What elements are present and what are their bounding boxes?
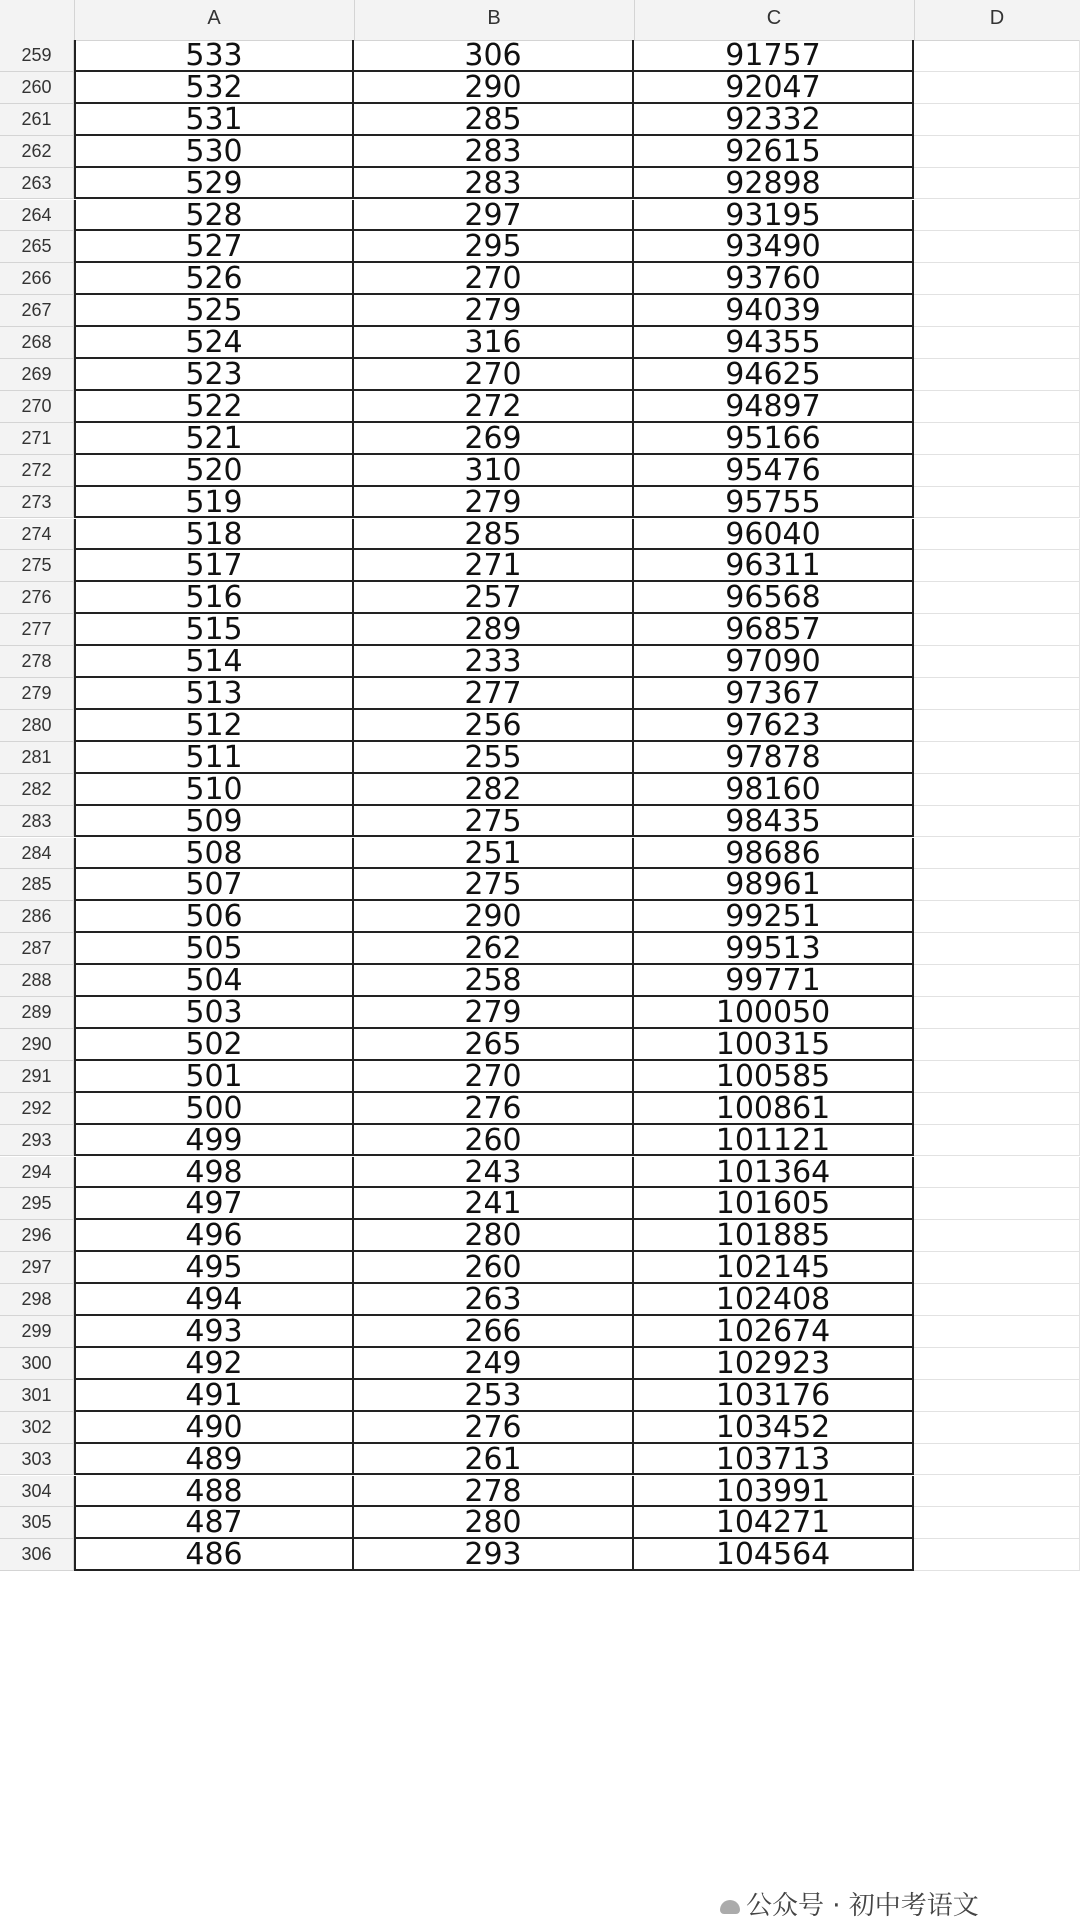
cell-a[interactable]: 496: [74, 1220, 354, 1252]
cell-a[interactable]: 494: [74, 1284, 354, 1316]
table-row: [0, 739, 1080, 775]
cell-c[interactable]: 97878: [634, 742, 914, 774]
cell-a[interactable]: 492: [74, 1348, 354, 1380]
cell-b[interactable]: 258: [354, 965, 634, 997]
table-row: [0, 516, 1080, 552]
cell-c[interactable]: 94355: [634, 327, 914, 359]
cell-b[interactable]: 283: [354, 168, 634, 200]
cell-c[interactable]: 98961: [634, 869, 914, 901]
cell-c[interactable]: 102408: [634, 1284, 914, 1316]
cell-b[interactable]: 255: [354, 742, 634, 774]
table-row: [0, 1122, 1080, 1158]
cell-a[interactable]: 531: [74, 104, 354, 136]
cell-a[interactable]: 518: [74, 519, 354, 551]
cell-c[interactable]: 95166: [634, 423, 914, 455]
table-row: [0, 1220, 1080, 1252]
cell-c[interactable]: 101885: [634, 1220, 914, 1252]
cell-c[interactable]: 102923: [634, 1348, 914, 1380]
row-number[interactable]: 260: [0, 72, 74, 104]
table-row: [0, 997, 1080, 1029]
row-number[interactable]: 279: [0, 678, 74, 710]
row-number[interactable]: 294: [0, 1157, 74, 1189]
cell-d[interactable]: [914, 200, 1080, 232]
cell-d[interactable]: [914, 104, 1080, 136]
cell-b[interactable]: 285: [354, 519, 634, 551]
cell-b[interactable]: 257: [354, 582, 634, 614]
cell-b[interactable]: 289: [354, 614, 634, 646]
cell-a[interactable]: 495: [74, 1252, 354, 1284]
cell-a[interactable]: 521: [74, 423, 354, 455]
cell-a[interactable]: 501: [74, 1061, 354, 1093]
column-header-c[interactable]: C: [634, 0, 915, 40]
cell-a[interactable]: 513: [74, 678, 354, 710]
table-row: [0, 1252, 1080, 1284]
cell-b[interactable]: 290: [354, 901, 634, 933]
cell-b[interactable]: 266: [354, 1316, 634, 1348]
cell-d[interactable]: [914, 263, 1080, 295]
table-row: [0, 69, 1080, 105]
cell-d[interactable]: [914, 40, 1080, 72]
table-row: [0, 803, 1080, 839]
cell-a[interactable]: 493: [74, 1316, 354, 1348]
row-number[interactable]: 301: [0, 1380, 74, 1412]
table-row: [0, 295, 1080, 327]
row-number[interactable]: 295: [0, 1188, 74, 1220]
cell-d[interactable]: [914, 1284, 1080, 1316]
table-row: [0, 327, 1080, 359]
cell-b[interactable]: 283: [354, 136, 634, 168]
table-row: [0, 582, 1080, 614]
cell-c[interactable]: 98686: [634, 838, 914, 870]
table-row: [0, 452, 1080, 488]
cell-a[interactable]: 511: [74, 742, 354, 774]
wechat-icon: [720, 1900, 740, 1914]
cell-a[interactable]: 515: [74, 614, 354, 646]
table-row: [0, 869, 1080, 901]
row-number[interactable]: 282: [0, 774, 74, 806]
cell-c[interactable]: 95755: [634, 487, 914, 519]
cell-d[interactable]: [914, 1188, 1080, 1220]
cell-d[interactable]: [914, 359, 1080, 391]
table-row: [0, 1188, 1080, 1220]
row-number[interactable]: 269: [0, 359, 74, 391]
row-number[interactable]: 277: [0, 614, 74, 646]
column-header-d[interactable]: D: [914, 0, 1080, 40]
cell-a[interactable]: 504: [74, 965, 354, 997]
cell-d[interactable]: [914, 614, 1080, 646]
row-number[interactable]: 263: [0, 168, 74, 200]
cell-a[interactable]: 519: [74, 487, 354, 519]
cell-a[interactable]: 509: [74, 806, 354, 838]
cell-d[interactable]: [914, 1348, 1080, 1380]
cell-c[interactable]: 96857: [634, 614, 914, 646]
cell-c[interactable]: 93760: [634, 263, 914, 295]
table-row: [0, 231, 1080, 263]
row-number[interactable]: 267: [0, 295, 74, 327]
row-number[interactable]: 265: [0, 231, 74, 263]
cell-a[interactable]: 532: [74, 72, 354, 104]
cell-c[interactable]: 93490: [634, 231, 914, 263]
row-number[interactable]: 264: [0, 200, 74, 232]
row-number[interactable]: 293: [0, 1125, 74, 1157]
cell-d[interactable]: [914, 168, 1080, 200]
table-row: [0, 1441, 1080, 1477]
table-row: [0, 771, 1080, 807]
select-all-corner[interactable]: [0, 0, 75, 40]
cell-b[interactable]: 280: [354, 1220, 634, 1252]
row-number[interactable]: 286: [0, 901, 74, 933]
cell-d[interactable]: [914, 1029, 1080, 1061]
cell-d[interactable]: [914, 1380, 1080, 1412]
cell-a[interactable]: 490: [74, 1412, 354, 1444]
cell-c[interactable]: 96040: [634, 519, 914, 551]
cell-b[interactable]: 290: [354, 72, 634, 104]
cell-c[interactable]: 94625: [634, 359, 914, 391]
cell-a[interactable]: 514: [74, 646, 354, 678]
cell-a[interactable]: 498: [74, 1157, 354, 1189]
row-number[interactable]: 262: [0, 136, 74, 168]
cell-b[interactable]: 275: [354, 869, 634, 901]
table-row: [0, 1539, 1080, 1571]
cell-b[interactable]: 253: [354, 1380, 634, 1412]
row-number[interactable]: 300: [0, 1348, 74, 1380]
row-number[interactable]: 290: [0, 1029, 74, 1061]
cell-a[interactable]: 491: [74, 1380, 354, 1412]
table-row: [0, 707, 1080, 743]
cell-a[interactable]: 500: [74, 1093, 354, 1125]
table-row: [0, 835, 1080, 871]
cell-c[interactable]: 101121: [634, 1125, 914, 1157]
cell-d[interactable]: [914, 487, 1080, 519]
cell-d[interactable]: [914, 965, 1080, 997]
cell-b[interactable]: 270: [354, 359, 634, 391]
table-row: [0, 1058, 1080, 1094]
row-number[interactable]: 305: [0, 1507, 74, 1539]
cell-d[interactable]: [914, 582, 1080, 614]
row-number[interactable]: 283: [0, 806, 74, 838]
row-number[interactable]: 299: [0, 1316, 74, 1348]
cell-c[interactable]: 104564: [634, 1539, 914, 1571]
table-row: [0, 263, 1080, 295]
cell-b[interactable]: 316: [354, 327, 634, 359]
cell-b[interactable]: 276: [354, 1093, 634, 1125]
cell-a[interactable]: 507: [74, 869, 354, 901]
row-number[interactable]: 303: [0, 1444, 74, 1476]
cell-a[interactable]: 497: [74, 1188, 354, 1220]
cell-c[interactable]: 99251: [634, 901, 914, 933]
cell-b[interactable]: 272: [354, 391, 634, 423]
cell-a[interactable]: 503: [74, 997, 354, 1029]
cell-c[interactable]: 104271: [634, 1507, 914, 1539]
row-number[interactable]: 304: [0, 1476, 74, 1508]
row-number[interactable]: 306: [0, 1539, 74, 1571]
cell-c[interactable]: 92615: [634, 136, 914, 168]
cell-a[interactable]: 520: [74, 455, 354, 487]
table-row: [0, 359, 1080, 391]
cell-c[interactable]: 98435: [634, 806, 914, 838]
cell-b[interactable]: 261: [354, 1444, 634, 1476]
row-number[interactable]: 284: [0, 838, 74, 870]
table-row: [0, 165, 1080, 201]
cell-d[interactable]: [914, 1507, 1080, 1539]
row-number[interactable]: 280: [0, 710, 74, 742]
row-number[interactable]: 266: [0, 263, 74, 295]
table-row: [0, 388, 1080, 424]
cell-c[interactable]: 97623: [634, 710, 914, 742]
cell-c[interactable]: 102145: [634, 1252, 914, 1284]
cell-d[interactable]: [914, 678, 1080, 710]
cell-a[interactable]: 506: [74, 901, 354, 933]
cell-b[interactable]: 277: [354, 678, 634, 710]
cell-b[interactable]: 243: [354, 1157, 634, 1189]
cell-d[interactable]: [914, 1476, 1080, 1508]
table-row: [0, 1090, 1080, 1126]
table-row: [0, 484, 1080, 520]
table-row: [0, 197, 1080, 233]
cell-d[interactable]: [914, 869, 1080, 901]
cell-c[interactable]: 100861: [634, 1093, 914, 1125]
cell-c[interactable]: 100050: [634, 997, 914, 1029]
cell-b[interactable]: 241: [354, 1188, 634, 1220]
cell-b[interactable]: 279: [354, 487, 634, 519]
cell-b[interactable]: 285: [354, 104, 634, 136]
cell-a[interactable]: 523: [74, 359, 354, 391]
cell-c[interactable]: 94039: [634, 295, 914, 327]
cell-d[interactable]: [914, 1061, 1080, 1093]
cell-d[interactable]: [914, 391, 1080, 423]
cell-c[interactable]: 93195: [634, 200, 914, 232]
table-row: [0, 1473, 1080, 1509]
cell-a[interactable]: 488: [74, 1476, 354, 1508]
cell-b[interactable]: 270: [354, 1061, 634, 1093]
cell-b[interactable]: 270: [354, 263, 634, 295]
cell-d[interactable]: [914, 1125, 1080, 1157]
cell-d[interactable]: [914, 774, 1080, 806]
column-header-bar: [0, 0, 1080, 41]
table-row: [0, 1409, 1080, 1445]
cell-a[interactable]: 527: [74, 231, 354, 263]
table-row: [0, 901, 1080, 933]
cell-c[interactable]: 97367: [634, 678, 914, 710]
cell-c[interactable]: 99513: [634, 933, 914, 965]
table-row: [0, 933, 1080, 965]
cell-c[interactable]: 102674: [634, 1316, 914, 1348]
row-number[interactable]: 274: [0, 519, 74, 551]
row-number[interactable]: 275: [0, 550, 74, 582]
cell-d[interactable]: [914, 1252, 1080, 1284]
cell-a[interactable]: 524: [74, 327, 354, 359]
cell-b[interactable]: 260: [354, 1125, 634, 1157]
cell-b[interactable]: 282: [354, 774, 634, 806]
cell-a[interactable]: 517: [74, 550, 354, 582]
table-row: [0, 1284, 1080, 1316]
row-number[interactable]: 298: [0, 1284, 74, 1316]
cell-d[interactable]: [914, 1412, 1080, 1444]
cell-b[interactable]: 310: [354, 455, 634, 487]
cell-d[interactable]: [914, 710, 1080, 742]
cell-d[interactable]: [914, 519, 1080, 551]
cell-d[interactable]: [914, 806, 1080, 838]
row-number[interactable]: 278: [0, 646, 74, 678]
cell-b[interactable]: 278: [354, 1476, 634, 1508]
cell-a[interactable]: 525: [74, 295, 354, 327]
cell-b[interactable]: 295: [354, 231, 634, 263]
cell-c[interactable]: 103991: [634, 1476, 914, 1508]
column-header-b[interactable]: B: [354, 0, 635, 40]
cell-d[interactable]: [914, 72, 1080, 104]
table-row: [0, 1345, 1080, 1381]
row-number[interactable]: 272: [0, 455, 74, 487]
cell-b[interactable]: 260: [354, 1252, 634, 1284]
cell-b[interactable]: 275: [354, 806, 634, 838]
cell-d[interactable]: [914, 1539, 1080, 1571]
table-row: [0, 678, 1080, 710]
cell-a[interactable]: 530: [74, 136, 354, 168]
table-row: [0, 133, 1080, 169]
cell-d[interactable]: [914, 327, 1080, 359]
cell-a[interactable]: 505: [74, 933, 354, 965]
cell-d[interactable]: [914, 295, 1080, 327]
cell-c[interactable]: 98160: [634, 774, 914, 806]
cell-d[interactable]: [914, 646, 1080, 678]
cell-b[interactable]: 251: [354, 838, 634, 870]
cell-d[interactable]: [914, 1220, 1080, 1252]
row-number[interactable]: 288: [0, 965, 74, 997]
table-row: [0, 646, 1080, 678]
cell-d[interactable]: [914, 136, 1080, 168]
cell-d[interactable]: [914, 933, 1080, 965]
table-row: [0, 1154, 1080, 1190]
cell-c[interactable]: 103176: [634, 1380, 914, 1412]
cell-a[interactable]: 486: [74, 1539, 354, 1571]
cell-c[interactable]: 91757: [634, 40, 914, 72]
cell-d[interactable]: [914, 838, 1080, 870]
cell-c[interactable]: 95476: [634, 455, 914, 487]
cell-d[interactable]: [914, 742, 1080, 774]
cell-a[interactable]: 510: [74, 774, 354, 806]
row-number[interactable]: 296: [0, 1220, 74, 1252]
cell-d[interactable]: [914, 423, 1080, 455]
row-number[interactable]: 297: [0, 1252, 74, 1284]
cell-b[interactable]: 297: [354, 200, 634, 232]
cell-d[interactable]: [914, 455, 1080, 487]
cell-a[interactable]: 508: [74, 838, 354, 870]
cell-a[interactable]: 522: [74, 391, 354, 423]
row-number[interactable]: 291: [0, 1061, 74, 1093]
row-number[interactable]: 270: [0, 391, 74, 423]
cell-b[interactable]: 233: [354, 646, 634, 678]
cell-c[interactable]: 100585: [634, 1061, 914, 1093]
table-row: [0, 614, 1080, 646]
table-row: [0, 40, 1080, 72]
cell-b[interactable]: 256: [354, 710, 634, 742]
row-number[interactable]: 281: [0, 742, 74, 774]
cell-b[interactable]: 263: [354, 1284, 634, 1316]
cell-d[interactable]: [914, 1093, 1080, 1125]
cell-a[interactable]: 529: [74, 168, 354, 200]
row-number[interactable]: 287: [0, 933, 74, 965]
cell-a[interactable]: 516: [74, 582, 354, 614]
cell-b[interactable]: 306: [354, 40, 634, 72]
cell-c[interactable]: 92047: [634, 72, 914, 104]
cell-c[interactable]: 97090: [634, 646, 914, 678]
cell-a[interactable]: 502: [74, 1029, 354, 1061]
table-row: [0, 1316, 1080, 1348]
cell-c[interactable]: 101364: [634, 1157, 914, 1189]
row-number[interactable]: 285: [0, 869, 74, 901]
row-number[interactable]: 289: [0, 997, 74, 1029]
cell-a[interactable]: 512: [74, 710, 354, 742]
cell-c[interactable]: 92898: [634, 168, 914, 200]
cell-d[interactable]: [914, 550, 1080, 582]
cell-a[interactable]: 489: [74, 1444, 354, 1476]
column-header-a[interactable]: A: [74, 0, 355, 40]
cell-c[interactable]: 100315: [634, 1029, 914, 1061]
cell-d[interactable]: [914, 1316, 1080, 1348]
cell-b[interactable]: 276: [354, 1412, 634, 1444]
cell-b[interactable]: 269: [354, 423, 634, 455]
cell-c[interactable]: 92332: [634, 104, 914, 136]
table-row: [0, 965, 1080, 997]
watermark-text: 公众号 · 初中考语文: [746, 1891, 979, 1919]
cell-d[interactable]: [914, 997, 1080, 1029]
cell-a[interactable]: 499: [74, 1125, 354, 1157]
cell-d[interactable]: [914, 1157, 1080, 1189]
cell-b[interactable]: 265: [354, 1029, 634, 1061]
cell-d[interactable]: [914, 901, 1080, 933]
table-row: [0, 1507, 1080, 1539]
cell-b[interactable]: 271: [354, 550, 634, 582]
row-number[interactable]: 276: [0, 582, 74, 614]
cell-c[interactable]: 103713: [634, 1444, 914, 1476]
row-number[interactable]: 259: [0, 40, 74, 72]
cell-c[interactable]: 103452: [634, 1412, 914, 1444]
cell-b[interactable]: 279: [354, 295, 634, 327]
row-number[interactable]: 268: [0, 327, 74, 359]
cell-c[interactable]: 99771: [634, 965, 914, 997]
table-row: [0, 420, 1080, 456]
cell-d[interactable]: [914, 231, 1080, 263]
table-row: [0, 1026, 1080, 1062]
cell-c[interactable]: 96568: [634, 582, 914, 614]
row-number[interactable]: 271: [0, 423, 74, 455]
cell-a[interactable]: 528: [74, 200, 354, 232]
cell-c[interactable]: 101605: [634, 1188, 914, 1220]
table-row: [0, 101, 1080, 137]
row-number[interactable]: 302: [0, 1412, 74, 1444]
cell-b[interactable]: 293: [354, 1539, 634, 1571]
cell-b[interactable]: 249: [354, 1348, 634, 1380]
row-number[interactable]: 261: [0, 104, 74, 136]
cell-d[interactable]: [914, 1444, 1080, 1476]
row-number[interactable]: 273: [0, 487, 74, 519]
cell-b[interactable]: 280: [354, 1507, 634, 1539]
cell-c[interactable]: 96311: [634, 550, 914, 582]
cell-a[interactable]: 487: [74, 1507, 354, 1539]
table-row: [0, 1377, 1080, 1413]
table-row: [0, 550, 1080, 582]
cell-b[interactable]: 262: [354, 933, 634, 965]
cell-a[interactable]: 526: [74, 263, 354, 295]
row-number[interactable]: 292: [0, 1093, 74, 1125]
cell-b[interactable]: 279: [354, 997, 634, 1029]
cell-a[interactable]: 533: [74, 40, 354, 72]
cell-c[interactable]: 94897: [634, 391, 914, 423]
watermark: [720, 1885, 979, 1919]
